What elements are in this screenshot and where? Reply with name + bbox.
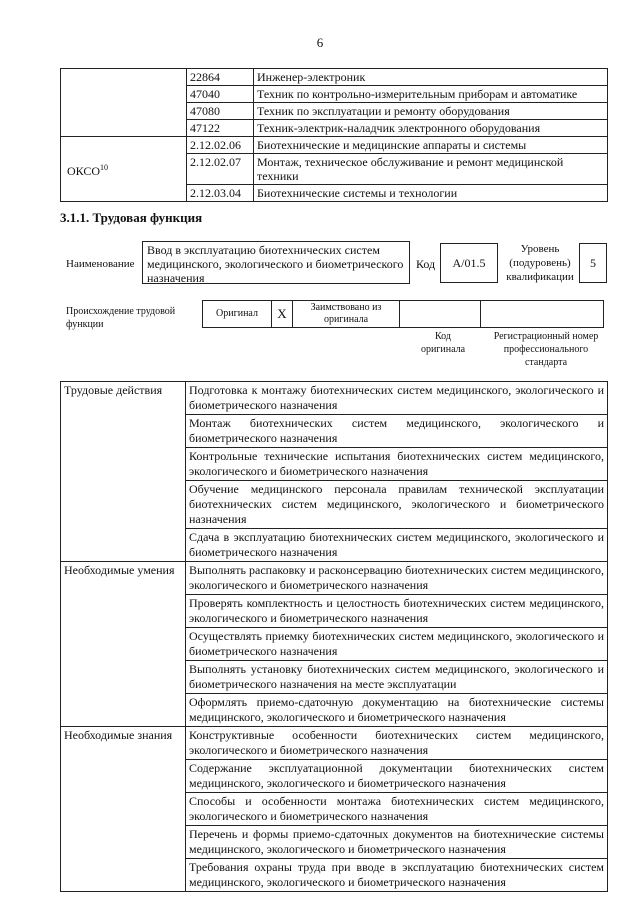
name-cell: Техник по эксплуатации и ремонту оборудования (254, 103, 608, 120)
knowledge-item: Конструктивные особенности биотехнических систем медицинского, экологического и биометрического назначения (186, 727, 608, 760)
table-row (61, 382, 608, 415)
code-cell: 47080 (187, 103, 254, 120)
actions-header: Трудовые действия (61, 382, 186, 562)
okso-label-cell (61, 137, 187, 202)
knowledge-item: Перечень и формы приемо-сдаточных документов на биотехнические системы медицинского, экологического и биометрического назначения (186, 826, 608, 859)
code-original-cell (400, 301, 481, 328)
skills-header: Необходимые умения (61, 562, 186, 727)
name-cell: Техник-электрик-наладчик электронного оборудования (254, 120, 608, 137)
knowledge-header: Необходимые знания (61, 727, 186, 892)
level-label: Уровень (подуровень) квалификации (506, 243, 574, 283)
original-cell: Оригинал (203, 301, 272, 328)
action-item: Контрольные технические испытания биотехнических систем медицинского, экологического и биометрического назначения (186, 448, 608, 481)
code-cell: 2.12.03.04 (187, 185, 254, 202)
qualification-level: 5 (579, 243, 607, 283)
code-cell: 22864 (187, 69, 254, 86)
function-name: Ввод в эксплуатацию биотехнических систем медицинского, экологического и биометрического назначения (142, 241, 410, 284)
name-cell: Монтаж, техническое обслуживание и ремонт медицинской техники (254, 154, 608, 185)
borrowed-cell: Заимствовано из оригинала (293, 301, 400, 328)
code-cell: 47122 (187, 120, 254, 137)
okso-label: ОКСО (67, 163, 101, 178)
function-code: A/01.5 (440, 243, 498, 283)
knowledge-item: Требования охраны труда при вводе в эксплуатацию биотехнических систем медицинского, экологического и биометрического назначения (186, 859, 608, 892)
labor-function-table (60, 381, 608, 892)
origin-table (202, 300, 604, 328)
table-row (203, 301, 604, 328)
name-cell: Биотехнические системы и технологии (254, 185, 608, 202)
code-cell: 2.12.02.07 (187, 154, 254, 185)
okso-footnote: 10 (100, 162, 109, 172)
reg-number-caption: Регистрационный номер профессионального стандарта (493, 331, 599, 368)
origin-label: Происхождение трудовой функции (66, 306, 176, 330)
action-item: Монтаж биотехнических систем медицинского, экологического и биометрического назначения (186, 415, 608, 448)
page-number: 6 (316, 35, 324, 50)
table-row (61, 727, 608, 760)
code-cell: 47040 (187, 86, 254, 103)
section-title: 3.1.1. Трудовая функция (60, 210, 203, 225)
code-label: Код (416, 257, 436, 271)
action-item: Подготовка к монтажу биотехнических систем медицинского, экологического и биометрического назначения (186, 382, 608, 415)
table-row (61, 137, 608, 154)
knowledge-item: Способы и особенности монтажа биотехнических систем медицинского, экологического и биометрического назначения (186, 793, 608, 826)
action-item: Сдача в эксплуатацию биотехнических систем медицинского, экологического и биометрического назначения (186, 529, 608, 562)
original-mark: X (272, 301, 293, 328)
codes-table (60, 68, 608, 202)
skill-item: Проверять комплектность и целостность биотехнических систем медицинского, экологического и биометрического назначения (186, 595, 608, 628)
table-row (61, 69, 608, 86)
skill-item: Оформлять приемо-сдаточную документацию на биотехнические системы медицинского, экологического и биометрического назначения (186, 694, 608, 727)
table-row (61, 562, 608, 595)
name-cell: Биотехнические и медицинские аппараты и системы (254, 137, 608, 154)
code-original-caption: Код оригинала (420, 331, 466, 355)
name-label: Наименование (66, 258, 135, 270)
skill-item: Выполнять распаковку и расконсервацию биотехнических систем медицинского, экологического и биометрического назначения (186, 562, 608, 595)
knowledge-item: Содержание эксплуатационной документации биотехнических систем медицинского, экологического и биометрического назначения (186, 760, 608, 793)
name-cell: Техник по контрольно-измерительным приборам и автоматике (254, 86, 608, 103)
skill-item: Осуществлять приемку биотехнических систем медицинского, экологического и биометрического назначения (186, 628, 608, 661)
skill-item: Выполнять установку биотехнических систем медицинского, экологического и биометрического назначения на месте эксплуатации (186, 661, 608, 694)
reg-number-cell (481, 301, 604, 328)
code-cell: 2.12.02.06 (187, 137, 254, 154)
action-item: Обучение медицинского персонала правилам технической эксплуатации биотехнических систем медицинского, экологического и биометрического назначения (186, 481, 608, 529)
name-cell: Инженер-электроник (254, 69, 608, 86)
